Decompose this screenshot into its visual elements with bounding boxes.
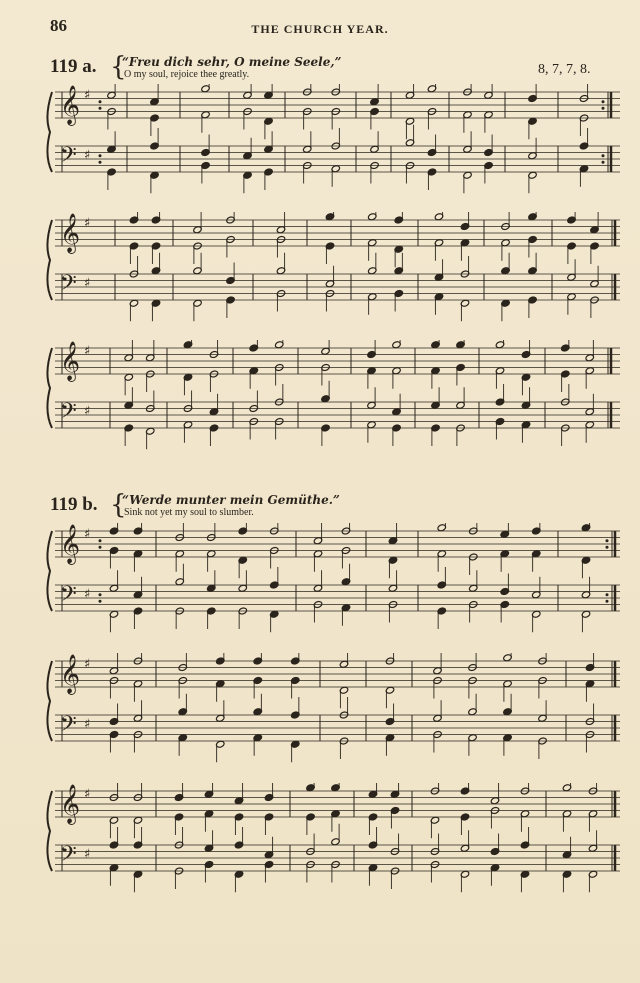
treble-clef-icon: 𝄞 [60,341,81,381]
sharp-icon: ♯ [84,717,91,732]
sharp-icon: ♯ [84,344,91,359]
bass-clef-icon: 𝄢 [60,842,77,872]
brace-icon [47,348,52,428]
sharp-icon: ♯ [84,276,91,291]
bass-clef-icon: 𝄢 [60,143,77,173]
sharp-icon: ♯ [84,88,91,103]
sharp-icon: ♯ [84,657,91,672]
music-system [0,340,640,460]
treble-clef-icon: 𝄞 [60,213,81,253]
music-system [0,653,640,773]
repeat-sign-icon [99,161,102,164]
music-system [0,523,640,643]
sharp-icon: ♯ [84,587,91,602]
staff-system [0,523,640,643]
repeat-sign-icon [99,107,102,110]
meter: 8, 7, 7, 8. [538,62,591,77]
brace-icon [47,791,52,871]
music-system [0,783,640,903]
english-title: O my soul, rejoice thee greatly. [124,69,250,80]
bass-clef-icon: 𝄢 [60,582,77,612]
treble-clef-icon: 𝄞 [60,654,81,694]
hymn-number: 119 a. [50,56,97,77]
repeat-sign-icon [602,154,605,157]
sharp-icon: ♯ [84,216,91,231]
staff-system [0,340,640,460]
page-number: 86 [50,16,67,35]
repeat-sign-icon [99,600,102,603]
staff-system [0,84,640,204]
repeat-sign-icon [606,546,609,549]
repeat-sign-icon [606,593,609,596]
repeat-sign-icon [606,539,609,542]
running-header: THE CHURCH YEAR. [251,22,389,36]
repeat-sign-icon [602,100,605,103]
bass-clef-icon: 𝄢 [60,271,77,301]
sharp-icon: ♯ [84,847,91,862]
treble-clef-icon: 𝄞 [60,85,81,125]
repeat-sign-icon [99,593,102,596]
hymn-number: 119 b. [50,494,98,515]
staff-system [0,653,640,773]
title-brace-icon: { [110,52,127,82]
music-system [0,212,640,332]
staff-system [0,212,640,332]
sharp-icon: ♯ [84,404,91,419]
repeat-sign-icon [602,161,605,164]
staff-system [0,783,640,903]
music-system [0,84,640,204]
brace-icon [47,661,52,741]
repeat-sign-icon [99,546,102,549]
bass-clef-icon: 𝄢 [60,399,77,429]
repeat-sign-icon [602,107,605,110]
treble-clef-icon: 𝄞 [60,784,81,824]
title-brace-icon: { [110,490,127,520]
repeat-sign-icon [99,100,102,103]
brace-icon [47,531,52,611]
bass-clef-icon: 𝄢 [60,712,77,742]
brace-icon [47,220,52,300]
repeat-sign-icon [99,154,102,157]
brace-icon [47,92,52,172]
sharp-icon: ♯ [84,148,91,163]
sharp-icon: ♯ [84,787,91,802]
sharp-icon: ♯ [84,527,91,542]
english-title: Sink not yet my soul to slumber. [124,507,254,518]
treble-clef-icon: 𝄞 [60,524,81,564]
repeat-sign-icon [606,600,609,603]
tune-title: “Freu dich sehr, O meine Seele,” [122,55,342,69]
repeat-sign-icon [99,539,102,542]
tune-title: “Werde munter mein Gemüthe.” [122,493,340,507]
